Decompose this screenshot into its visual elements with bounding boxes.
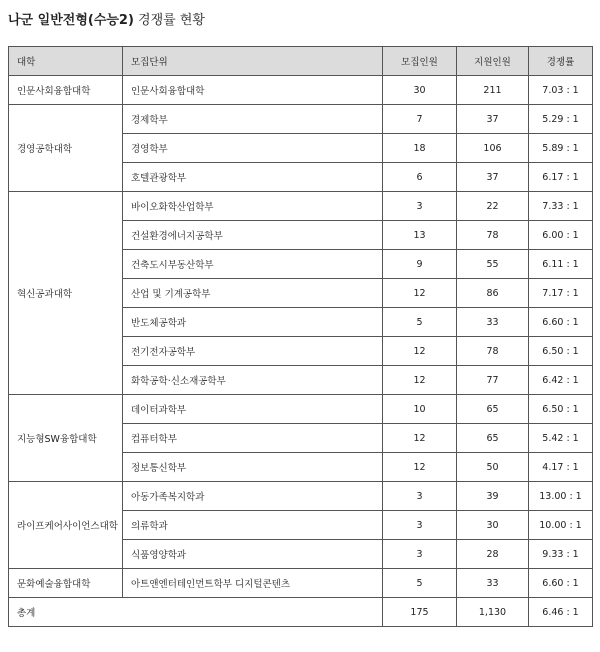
table-row [9, 105, 593, 134]
department-cell: 데이터과학부 [123, 395, 383, 424]
quota-cell: 12 [383, 337, 457, 366]
rate-cell: 6.00 : 1 [529, 221, 593, 250]
applicants-cell: 37 [457, 163, 529, 192]
table-row [9, 76, 593, 105]
title-rest: 경쟁률 현황 [133, 13, 205, 28]
applicants-cell: 28 [457, 540, 529, 569]
rate-cell: 6.50 : 1 [529, 337, 593, 366]
page-title [8, 9, 205, 28]
rate-cell: 6.60 : 1 [529, 569, 593, 598]
table-row [9, 482, 593, 511]
total-rate: 6.46 : 1 [529, 598, 593, 627]
applicants-cell: 33 [457, 569, 529, 598]
quota-cell: 10 [383, 395, 457, 424]
department-cell: 의류학과 [123, 511, 383, 540]
total-quota: 175 [383, 598, 457, 627]
quota-cell: 3 [383, 482, 457, 511]
applicants-cell: 50 [457, 453, 529, 482]
department-cell: 인문사회융합대학 [123, 76, 383, 105]
quota-cell: 3 [383, 192, 457, 221]
header-quota: 모집인원 [383, 47, 457, 76]
department-cell: 바이오화학산업학부 [123, 192, 383, 221]
rate-cell: 9.33 : 1 [529, 540, 593, 569]
applicants-cell: 65 [457, 424, 529, 453]
department-cell: 반도체공학과 [123, 308, 383, 337]
applicants-cell: 211 [457, 76, 529, 105]
applicants-cell: 106 [457, 134, 529, 163]
applicants-cell: 86 [457, 279, 529, 308]
department-cell: 화학공학·신소재공학부 [123, 366, 383, 395]
applicants-cell: 39 [457, 482, 529, 511]
header-applicants: 지원인원 [457, 47, 529, 76]
applicants-cell: 65 [457, 395, 529, 424]
college-cell: 인문사회융합대학 [9, 76, 123, 105]
quota-cell: 7 [383, 105, 457, 134]
applicants-cell: 22 [457, 192, 529, 221]
department-cell: 산업 및 기계공학부 [123, 279, 383, 308]
department-cell: 아트앤엔터테인먼트학부 디지털콘텐츠 [123, 569, 383, 598]
department-cell: 식품영양학과 [123, 540, 383, 569]
quota-cell: 6 [383, 163, 457, 192]
rate-cell: 6.11 : 1 [529, 250, 593, 279]
rate-cell: 5.42 : 1 [529, 424, 593, 453]
quota-cell: 3 [383, 540, 457, 569]
rate-cell: 10.00 : 1 [529, 511, 593, 540]
total-label: 총계 [9, 598, 383, 627]
department-cell: 전기전자공학부 [123, 337, 383, 366]
header-row [9, 47, 593, 76]
department-cell: 건축도시부동산학부 [123, 250, 383, 279]
table-row [9, 395, 593, 424]
rate-cell: 7.17 : 1 [529, 279, 593, 308]
rate-cell: 7.03 : 1 [529, 76, 593, 105]
rate-cell: 6.60 : 1 [529, 308, 593, 337]
quota-cell: 9 [383, 250, 457, 279]
quota-cell: 3 [383, 511, 457, 540]
total-applicants: 1,130 [457, 598, 529, 627]
college-cell: 지능형SW융합대학 [9, 395, 123, 482]
applicants-cell: 55 [457, 250, 529, 279]
total-row [9, 598, 593, 627]
applicants-cell: 77 [457, 366, 529, 395]
applicants-cell: 33 [457, 308, 529, 337]
department-cell: 정보통신학부 [123, 453, 383, 482]
college-cell: 경영공학대학 [9, 105, 123, 192]
quota-cell: 13 [383, 221, 457, 250]
title-bold: 나군 일반전형(수능2) [8, 13, 134, 28]
quota-cell: 30 [383, 76, 457, 105]
quota-cell: 12 [383, 424, 457, 453]
rate-cell: 5.89 : 1 [529, 134, 593, 163]
department-cell: 호텔관광학부 [123, 163, 383, 192]
rate-cell: 6.42 : 1 [529, 366, 593, 395]
header-rate: 경쟁률 [529, 47, 593, 76]
table-row [9, 569, 593, 598]
header-department: 모집단위 [123, 47, 383, 76]
rate-cell: 13.00 : 1 [529, 482, 593, 511]
quota-cell: 12 [383, 279, 457, 308]
department-cell: 경제학부 [123, 105, 383, 134]
header-college: 대학 [9, 47, 123, 76]
applicants-cell: 37 [457, 105, 529, 134]
applicants-cell: 30 [457, 511, 529, 540]
rate-cell: 6.50 : 1 [529, 395, 593, 424]
rate-cell: 4.17 : 1 [529, 453, 593, 482]
department-cell: 건설환경에너지공학부 [123, 221, 383, 250]
department-cell: 아동가족복지학과 [123, 482, 383, 511]
quota-cell: 12 [383, 453, 457, 482]
rate-cell: 7.33 : 1 [529, 192, 593, 221]
department-cell: 경영학부 [123, 134, 383, 163]
quota-cell: 18 [383, 134, 457, 163]
rate-cell: 5.29 : 1 [529, 105, 593, 134]
department-cell: 컴퓨터학부 [123, 424, 383, 453]
college-cell: 혁신공과대학 [9, 192, 123, 395]
applicants-cell: 78 [457, 221, 529, 250]
quota-cell: 5 [383, 569, 457, 598]
table-row [9, 192, 593, 221]
college-cell: 문화예술융합대학 [9, 569, 123, 598]
rate-cell: 6.17 : 1 [529, 163, 593, 192]
college-cell: 라이프케어사이언스대학 [9, 482, 123, 569]
quota-cell: 12 [383, 366, 457, 395]
competition-rate-table [8, 46, 593, 627]
quota-cell: 5 [383, 308, 457, 337]
applicants-cell: 78 [457, 337, 529, 366]
